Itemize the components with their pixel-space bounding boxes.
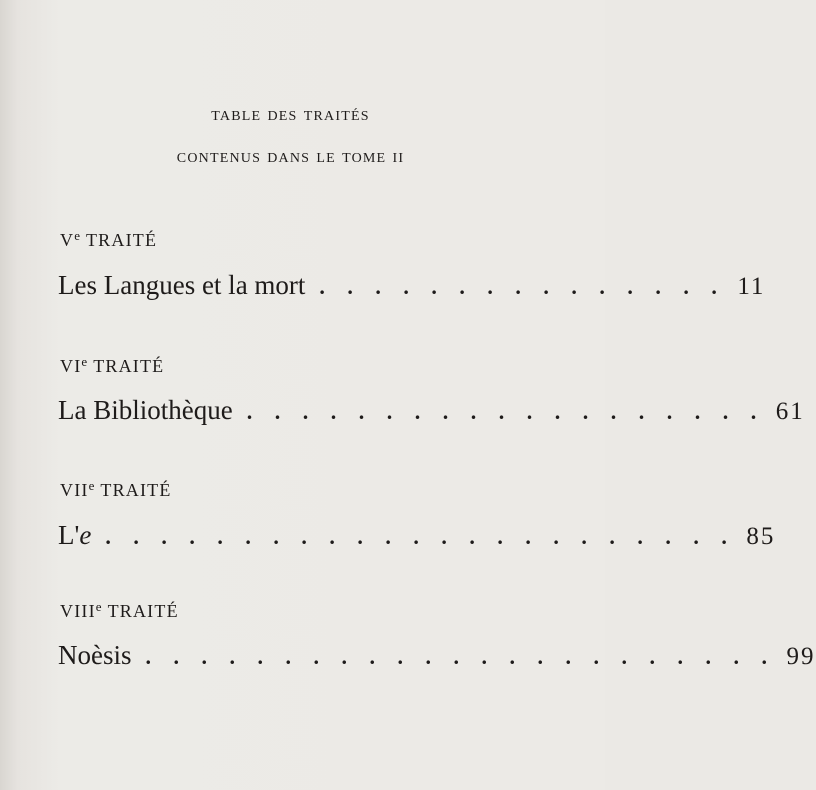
toc-heading-line-1: table des traités — [211, 103, 370, 125]
dot-leader: . . . . . . . . . . . . . . . . . . . — [246, 399, 765, 424]
ordinal-suffix: e — [88, 478, 95, 493]
entry-title — [58, 520, 91, 551]
section-label-vii — [60, 478, 172, 501]
entry-title-prefix: L' — [58, 520, 80, 550]
page-number: 11 — [737, 273, 766, 300]
dot-leader: . . . . . . . . . . . . . . . — [319, 274, 726, 299]
page-number: 99 — [786, 643, 816, 670]
ordinal-suffix: e — [74, 228, 80, 243]
dot-leader: . . . . . . . . . . . . . . . . . . . . . . . — [105, 524, 736, 549]
section-label-viii — [60, 599, 179, 622]
section-label-text: TRAITÉ — [85, 230, 158, 250]
toc-entry-noesis[interactable] — [58, 640, 816, 676]
section-numeral: VI — [60, 356, 82, 376]
section-numeral: VII — [60, 480, 89, 500]
section-label-v — [60, 228, 157, 251]
toc-heading-line-2: contenus dans le tome ii — [176, 145, 405, 167]
section-label-text: TRAITÉ — [100, 480, 172, 500]
page-number: 61 — [775, 398, 805, 425]
toc-entry-la-bibliotheque[interactable] — [58, 395, 805, 431]
ordinal-suffix: e — [81, 354, 88, 369]
toc-entry-les-langues-et-la-mort[interactable] — [58, 270, 766, 306]
section-numeral: V — [60, 230, 75, 250]
section-label-text: TRAITÉ — [93, 356, 165, 376]
entry-title-italic: e — [79, 520, 92, 550]
ordinal-suffix: e — [95, 599, 102, 614]
dot-leader: . . . . . . . . . . . . . . . . . . . . . . . — [145, 644, 776, 669]
section-label-vi — [60, 354, 164, 377]
entry-title: La Bibliothèque — [58, 395, 233, 425]
page-number: 85 — [746, 523, 776, 550]
toc-entry-l-e[interactable] — [58, 520, 776, 556]
entry-title: Les Langues et la mort — [58, 270, 306, 300]
section-numeral: VIII — [60, 601, 96, 621]
section-label-text: TRAITÉ — [107, 601, 179, 621]
entry-title: Noèsis — [58, 640, 132, 670]
